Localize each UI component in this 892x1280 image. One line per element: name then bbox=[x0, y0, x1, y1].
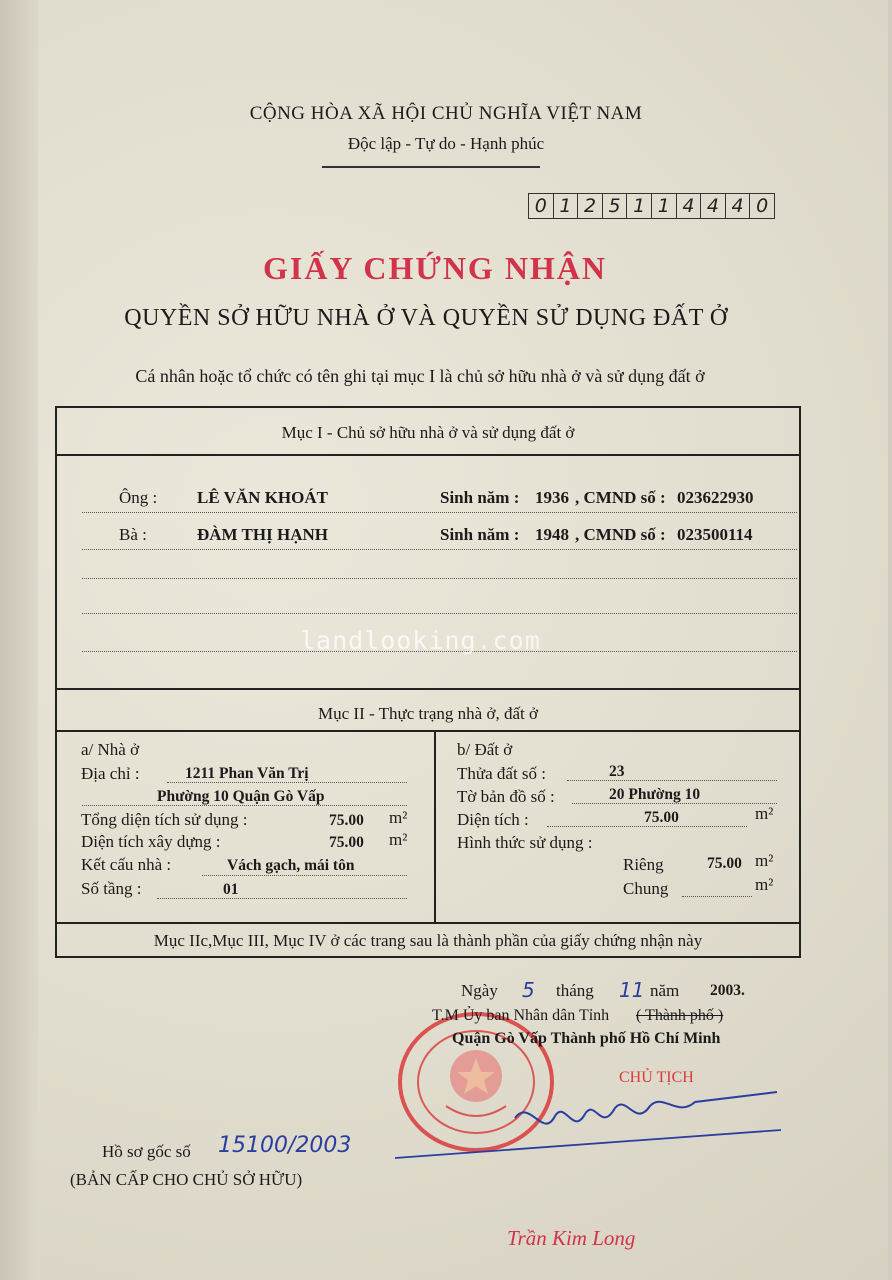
house-heading: a/ Nhà ở bbox=[81, 740, 140, 759]
serial-digit: 4 bbox=[701, 194, 726, 218]
serial-digit: 0 bbox=[529, 194, 554, 218]
main-table bbox=[55, 406, 801, 958]
serial-digit: 1 bbox=[652, 194, 677, 218]
watermark: landlooking.com bbox=[300, 626, 541, 655]
serial-digit: 2 bbox=[578, 194, 603, 218]
intro-text: Cá nhân hoặc tổ chức có tên ghi tại mục I là chủ sở hữu nhà ở và sử dụng đất ở bbox=[135, 366, 705, 386]
authority-line2: Quận Gò Vấp Thành phố Hồ Chí Minh bbox=[452, 1030, 721, 1047]
total-area-label: Tổng diện tích sử dụng : bbox=[81, 810, 248, 829]
owner1-birth-year: 1936 bbox=[535, 488, 569, 507]
date-day-label: Ngày bbox=[461, 981, 498, 1000]
shared-label: Chung bbox=[623, 879, 669, 898]
total-area: 75.00 bbox=[329, 812, 364, 829]
section1-heading: Mục I - Chủ sở hữu nhà ở và sử dụng đất ở bbox=[281, 423, 575, 442]
serial-digit: 4 bbox=[677, 194, 702, 218]
owner1-id-label: , CMND số : bbox=[575, 488, 666, 507]
dotted-line bbox=[82, 805, 407, 806]
address-label: Địa chỉ : bbox=[81, 764, 140, 783]
unit-m2: m² bbox=[755, 875, 774, 894]
page-edge bbox=[0, 0, 38, 1280]
signature bbox=[395, 1078, 785, 1168]
owner2-id: 023500114 bbox=[677, 525, 753, 544]
owner1-id: 023622930 bbox=[677, 488, 754, 507]
owner2-prefix: Bà : bbox=[119, 525, 147, 544]
serial-digit: 4 bbox=[726, 194, 751, 218]
built-area: 75.00 bbox=[329, 834, 364, 851]
dotted-line bbox=[167, 782, 407, 783]
dotted-line bbox=[572, 803, 777, 804]
certificate-title: GIẤY CHỨNG NHẬN bbox=[262, 250, 608, 286]
nation-header: CỘNG HÒA XÃ HỘI CHỦ NGHĨA VIỆT NAM bbox=[249, 103, 643, 124]
built-area-label: Diện tích xây dựng : bbox=[81, 832, 221, 851]
parcel-label: Thửa đất số : bbox=[457, 764, 547, 783]
dotted-line bbox=[82, 549, 797, 550]
address-line1: 1211 Phan Văn Trị bbox=[185, 765, 309, 782]
serial-digit: 1 bbox=[554, 194, 579, 218]
footer-note: Mục IIc,Mục III, Mục IV ở các trang sau là thành phần của giấy chứng nhận này bbox=[153, 931, 703, 950]
motto: Độc lập - Tự do - Hạnh phúc bbox=[347, 134, 545, 153]
parcel: 23 bbox=[609, 763, 625, 780]
dotted-line bbox=[82, 578, 797, 579]
section2-heading: Mục II - Thực trạng nhà ở, đất ở bbox=[318, 704, 538, 723]
divider bbox=[57, 922, 799, 924]
date-month: 11 bbox=[619, 978, 645, 1002]
unit-m2: m² bbox=[389, 830, 408, 849]
owner1-name: LÊ VĂN KHOÁT bbox=[197, 488, 328, 507]
dotted-line bbox=[682, 896, 752, 897]
land-heading: b/ Đất ở bbox=[457, 740, 513, 759]
dotted-line bbox=[202, 875, 407, 876]
serial-number-boxes bbox=[528, 193, 775, 219]
structure-label: Kết cấu nhà : bbox=[81, 855, 172, 874]
record-number: 15100/2003 bbox=[218, 1133, 352, 1158]
dotted-line bbox=[82, 613, 797, 614]
authority-line1-prefix: T.M Ủy ban Nhân dân Tỉnh bbox=[432, 1007, 610, 1024]
copy-note: (BẢN CẤP CHO CHỦ SỞ HỮU) bbox=[70, 1170, 303, 1189]
motto-underline bbox=[322, 166, 540, 168]
authority-position: CHỦ TỊCH bbox=[619, 1069, 694, 1086]
owner1-prefix: Ông : bbox=[119, 488, 158, 507]
serial-digit: 0 bbox=[756, 195, 769, 217]
date-month-label: tháng bbox=[556, 981, 594, 1000]
owner2-name: ĐÀM THỊ HẠNH bbox=[197, 525, 328, 544]
usage-label: Hình thức sử dụng : bbox=[457, 833, 593, 852]
floors: 01 bbox=[223, 881, 239, 898]
map: 20 Phường 10 bbox=[609, 786, 701, 803]
owner2-birth-year: 1948 bbox=[535, 525, 569, 544]
dotted-line bbox=[82, 512, 797, 513]
serial-digit: 1 bbox=[627, 194, 652, 218]
address-line2: Phường 10 Quận Gò Vấp bbox=[157, 788, 325, 805]
date-year-label: năm bbox=[650, 981, 680, 1000]
dotted-line bbox=[567, 780, 777, 781]
private-label: Riêng bbox=[623, 855, 664, 874]
map-label: Tờ bản đồ số : bbox=[457, 787, 555, 806]
private-area: 75.00 bbox=[707, 855, 742, 872]
dotted-line bbox=[157, 898, 407, 899]
floors-label: Số tầng : bbox=[81, 879, 142, 898]
record-label: Hồ sơ gốc số bbox=[102, 1142, 191, 1161]
divider bbox=[57, 730, 799, 732]
structure: Vách gạch, mái tôn bbox=[227, 857, 355, 874]
date-day: 5 bbox=[522, 978, 535, 1002]
serial-digit: 5 bbox=[603, 194, 628, 218]
owner1-birth-label: Sinh năm : bbox=[440, 488, 520, 507]
signer-name: Trần Kim Long bbox=[507, 1226, 636, 1250]
dotted-line bbox=[547, 826, 747, 827]
owner2-birth-label: Sinh năm : bbox=[440, 525, 520, 544]
certificate-subtitle: QUYỀN SỞ HỮU NHÀ Ở VÀ QUYỀN SỬ DỤNG ĐẤT Ở bbox=[124, 305, 728, 331]
unit-m2: m² bbox=[755, 851, 774, 870]
land-area: 75.00 bbox=[644, 809, 679, 826]
unit-m2: m² bbox=[389, 808, 408, 827]
divider bbox=[57, 454, 799, 456]
authority-line1-struck: ( Thành phố ) bbox=[636, 1007, 724, 1024]
land-area-label: Diện tích : bbox=[457, 810, 529, 829]
owner2-id-label: , CMND số : bbox=[575, 525, 666, 544]
column-divider bbox=[434, 730, 436, 923]
unit-m2: m² bbox=[755, 804, 774, 823]
date-year: 2003. bbox=[710, 982, 745, 999]
divider bbox=[57, 688, 799, 690]
